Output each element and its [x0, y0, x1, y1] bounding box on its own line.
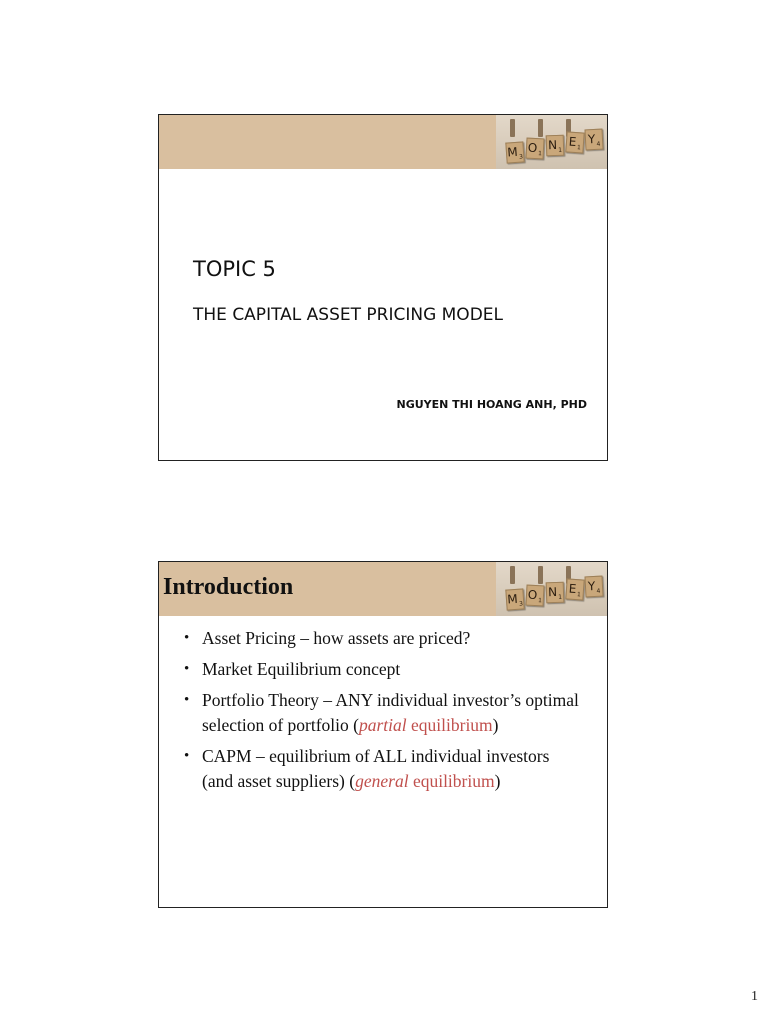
bullet-text: Market Equilibrium concept	[202, 659, 401, 679]
emphasis-italic: partial	[358, 715, 407, 735]
bullet-icon: •	[184, 630, 190, 646]
emphasis-italic: general	[355, 771, 409, 791]
title-slide	[158, 114, 608, 461]
letter-tile: $Y_4$	[584, 129, 603, 151]
decor-stick	[510, 119, 515, 137]
decor-stick	[510, 566, 515, 584]
bullet-icon: •	[184, 661, 190, 677]
topic-title: TOPIC 5	[193, 257, 276, 281]
letter-tile: $E_1$	[565, 131, 584, 153]
bullet-text: Portfolio Theory – ANY individual investor’s optimal selection of portfolio (	[202, 690, 579, 735]
letter-tile: $Y_4$	[584, 576, 603, 598]
bullet-item	[183, 657, 583, 682]
letter-tile: $M_3$	[505, 141, 524, 163]
bullet-text: CAPM – equilibrium of ALL individual investors (and asset suppliers) (	[202, 746, 550, 791]
bullet-icon: •	[184, 692, 190, 708]
letter-tile: $N_1$	[546, 135, 565, 157]
slide-heading: Introduction	[163, 574, 294, 600]
bullet-icon: •	[184, 748, 190, 764]
money-tiles-image	[496, 115, 607, 169]
bullet-item	[183, 626, 583, 651]
bullet-text-end: )	[494, 771, 501, 791]
bullet-text: Asset Pricing – how assets are priced?	[202, 628, 471, 648]
bullet-item	[183, 688, 583, 738]
bullet-list	[183, 626, 583, 800]
decor-stick	[538, 566, 543, 584]
emphasis-text: equilibrium	[408, 771, 495, 791]
introduction-slide	[158, 561, 608, 908]
letter-tile: $M_3$	[505, 588, 524, 610]
slide-subtitle: THE CAPITAL ASSET PRICING MODEL	[193, 305, 503, 325]
author-name: NGUYEN THI HOANG ANH, PHD	[396, 398, 587, 411]
money-tiles-image	[496, 562, 607, 616]
letter-tile: $O_1$	[525, 138, 544, 160]
page-number: 1	[751, 989, 758, 1004]
bullet-item	[183, 744, 583, 794]
letter-tile: $E_1$	[565, 578, 584, 600]
decor-stick	[538, 119, 543, 137]
letter-tile: $O_1$	[525, 585, 544, 607]
bullet-text-end: )	[492, 715, 499, 735]
letter-tile: $N_1$	[546, 582, 565, 604]
emphasis-text: equilibrium	[406, 715, 493, 735]
